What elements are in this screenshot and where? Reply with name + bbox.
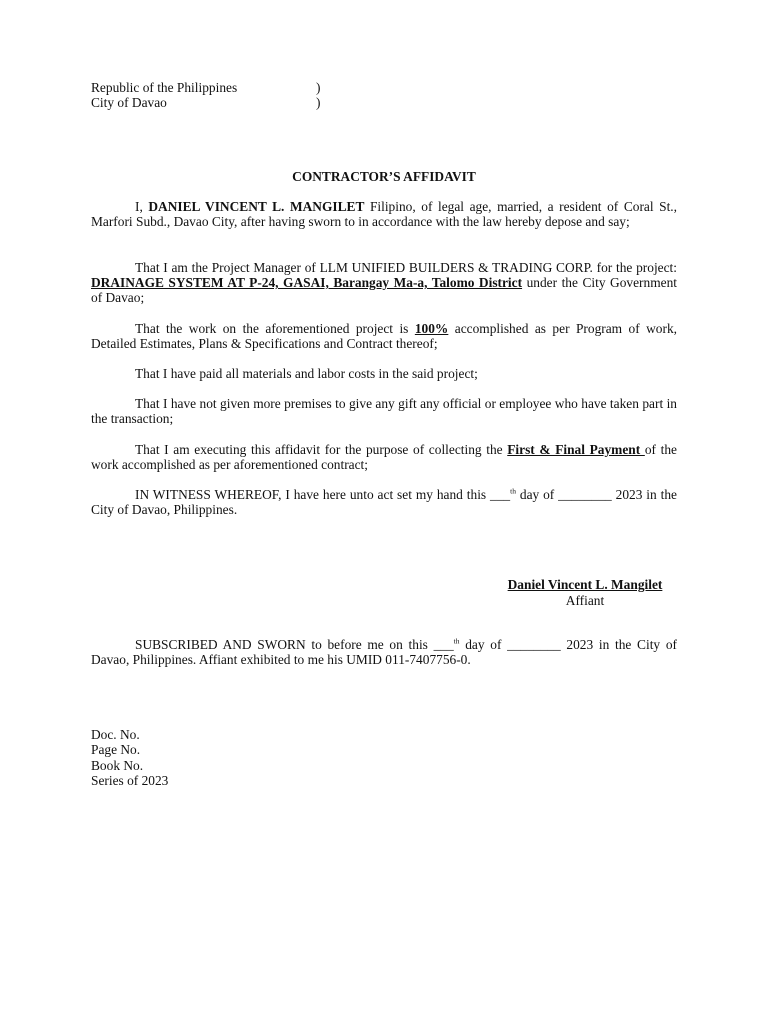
jurat-day-blank: ___ [433, 637, 454, 652]
witness-post: day of ________ 2023 in the City of Davao, Philippines. [91, 487, 677, 518]
intro-pre: I, [135, 199, 149, 214]
signature-block [480, 577, 690, 608]
affiant-name: DANIEL VINCENT L. MANGILET [148, 199, 365, 214]
intro-post: Filipino, of legal age, married, a resident of Coral St., Marfori Subd., Davao City, after having sworn to in accordance with the law hereby depose and say; [91, 199, 677, 230]
venue-city-row [91, 95, 320, 110]
clause-costs-paid: That I have paid all materials and labor costs in the said project; [135, 366, 478, 381]
clause5-post: of the work accomplished as per aforementioned contract; [91, 442, 677, 473]
clause-project-manager [91, 260, 677, 306]
venue-country-row [91, 80, 320, 95]
clause-purpose [91, 442, 677, 472]
jurat-post: day of ________ 2023 in the City of Davao, Philippines. Affiant exhibited to me his UMID 011-7407756-0. [91, 637, 677, 668]
venue-bracket: ) [316, 80, 321, 95]
jurat-day-suffix: th [453, 636, 460, 646]
completion-percent: 100% [414, 321, 449, 336]
signatory-role: Affiant [565, 592, 605, 608]
document-title: CONTRACTOR’S AFFIDAVIT [292, 169, 476, 184]
witness-pre: IN WITNESS WHEREOF, I have here unto act set my hand this [135, 487, 491, 502]
venue-bracket: ) [316, 95, 321, 110]
clause-no-gift: That I have not given more premises to give any gift any official or employee who have taken part in the transaction; [91, 396, 677, 427]
intro-paragraph [91, 199, 677, 229]
payment-type: First & Final Payment [507, 442, 645, 457]
witness-day-blank: ___ [490, 487, 511, 502]
doc-no: Doc. No. [91, 727, 140, 742]
witness-paragraph [91, 487, 677, 517]
clause5-pre: That I am executing this affidavit for the purpose of collecting the [135, 442, 508, 457]
jurat-paragraph [91, 637, 677, 667]
clause1-post: under the City Government of Davao; [91, 275, 677, 306]
signatory-name: Daniel Vincent L. Mangilet [507, 577, 663, 592]
book-no: Book No. [91, 757, 144, 773]
notary-register [91, 727, 168, 789]
venue-city: City of Davao [91, 95, 167, 110]
venue-country: Republic of the Philippines [91, 80, 238, 95]
clause1-pre: That I am the Project Manager of LLM UNIFIED BUILDERS & TRADING CORP. for the project: [135, 260, 677, 275]
clause-work-accomplished [91, 321, 677, 351]
venue-block [91, 80, 320, 110]
witness-day-suffix: th [510, 486, 516, 496]
series-year: Series of 2023 [91, 773, 169, 789]
page-no: Page No. [91, 742, 141, 758]
clause2-pre: That the work on the aforementioned project is [135, 321, 415, 336]
jurat-pre: SUBSCRIBED AND SWORN to before me on this [135, 637, 434, 652]
project-name: DRAINAGE SYSTEM AT P-24, GASAI, Barangay Ma-a, Talomo District [91, 275, 523, 291]
clause2-post: accomplished as per Program of work, Detailed Estimates, Plans & Specifications and Contract thereof; [91, 321, 677, 352]
